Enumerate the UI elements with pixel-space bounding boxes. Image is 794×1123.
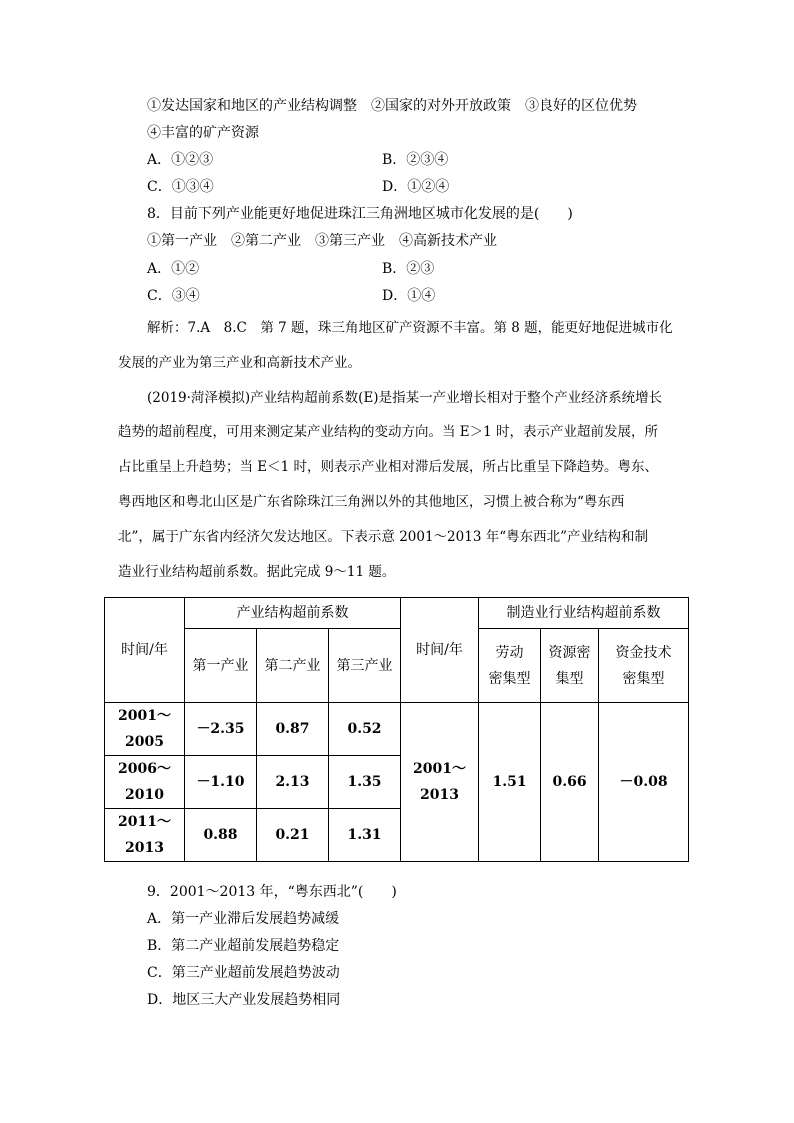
- q9-choice-c: C．第三产业超前发展趋势波动: [147, 965, 340, 981]
- primary-value: 0.88: [185, 809, 257, 862]
- tertiary-value: 1.31: [329, 809, 401, 862]
- q9-choice-b: B．第二产业超前发展趋势稳定: [147, 938, 340, 954]
- manufacturing-structure-header: 制造业行业结构超前系数: [479, 598, 689, 629]
- primary-value: －1.10: [185, 756, 257, 809]
- col-capital-tech-intensive: [599, 629, 689, 703]
- period-cell: [105, 756, 185, 809]
- industry-structure-header: 产业结构超前系数: [185, 598, 401, 629]
- q8-choice-d: D．①④: [382, 288, 436, 304]
- col-tertiary-industry: 第三产业: [329, 629, 401, 703]
- col-resource-line1: 资源密: [548, 644, 591, 661]
- mfg-labor-value: 1.51: [479, 703, 541, 862]
- secondary-value: 0.87: [257, 703, 329, 756]
- passage-line5: 北”，属于广东省内经济欠发达地区。下表示意 2001～2013 年“粤东西北”产业结构和制: [118, 529, 648, 545]
- col-resource-line2: 集型: [555, 670, 584, 687]
- analysis-line1: 解析：7.A 8.C 第 7 题，珠三角地区矿产资源不丰富。第 8 题，能更好地促进城市化: [147, 320, 673, 336]
- passage-line3: 占比重呈上升趋势；当 E＜1 时，则表示产业相对滞后发展，所占比重呈下降趋势。粤东、: [118, 459, 659, 475]
- period-start: 2006～: [118, 761, 171, 777]
- period-cell: [105, 703, 185, 756]
- secondary-value: 2.13: [257, 756, 329, 809]
- secondary-value: 0.21: [257, 809, 329, 862]
- q7-choice-d: D．①②④: [382, 179, 450, 195]
- col-labor-intensive: [479, 629, 541, 703]
- time-header: 时间/年: [105, 598, 185, 703]
- q8-choice-a: A．①②: [147, 261, 200, 277]
- period-end: 2013: [125, 840, 164, 856]
- period-cell: [105, 809, 185, 862]
- q9-choice-a: A．第一产业滞后发展趋势减缓: [147, 911, 340, 927]
- col-primary-industry: 第一产业: [185, 629, 257, 703]
- period-end: 2005: [125, 734, 164, 750]
- primary-value: －2.35: [185, 703, 257, 756]
- mfg-resource-value: 0.66: [541, 703, 599, 862]
- col-capital-line2: 密集型: [622, 670, 665, 687]
- col-labor-line1: 劳动: [495, 644, 524, 661]
- coefficient-table: [104, 597, 689, 862]
- time-header-2: 时间/年: [401, 598, 479, 703]
- q7-choice-b: B．②③④: [382, 152, 449, 168]
- passage-line2: 趋势的超前程度，可用来测定某产业结构的变动方向。当 E＞1 时，表示产业超前发展，所: [118, 424, 659, 440]
- passage-line4: 粤西地区和粤北山区是广东省除珠江三角洲以外的其他地区，习惯上被合称为“粤东西: [118, 494, 625, 510]
- q8-choice-b: B．②③: [382, 261, 435, 277]
- table-row: [105, 703, 689, 756]
- passage-line1: (2019·菏泽模拟)产业结构超前系数(E)是指某一产业增长相对于整个产业经济系统增长: [147, 390, 663, 406]
- q7-options-line2: ④丰富的矿产资源: [147, 125, 259, 141]
- mfg-capital-value: －0.08: [599, 703, 689, 862]
- period-end: 2010: [125, 787, 164, 803]
- q7-choice-a: A．①②③: [147, 152, 214, 168]
- tertiary-value: 1.35: [329, 756, 401, 809]
- q9-stem: 9．2001～2013 年，“粤东西北”( ): [147, 884, 397, 900]
- q8-options: ①第一产业 ②第二产业 ③第三产业 ④高新技术产业: [147, 233, 497, 249]
- col-resource-intensive: [541, 629, 599, 703]
- q8-stem: 8．目前下列产业能更好地促进珠江三角洲地区城市化发展的是( ): [147, 206, 573, 222]
- passage-line6: 造业行业结构超前系数。据此完成 9～11 题。: [118, 564, 396, 580]
- col-capital-line1: 资金技术: [615, 644, 672, 661]
- q7-choice-c: C．①③④: [147, 179, 214, 195]
- period-start: 2001～: [118, 708, 171, 724]
- col-secondary-industry: 第二产业: [257, 629, 329, 703]
- q7-options-line1: ①发达国家和地区的产业结构调整 ②国家的对外开放政策 ③良好的区位优势: [147, 98, 637, 114]
- q8-choice-c: C．③④: [147, 288, 200, 304]
- mfg-period: 2001～2013: [401, 703, 479, 862]
- tertiary-value: 0.52: [329, 703, 401, 756]
- col-labor-line2: 密集型: [488, 670, 531, 687]
- period-start: 2011～: [118, 814, 171, 830]
- q9-choice-d: D．地区三大产业发展趋势相同: [147, 992, 341, 1008]
- analysis-line2: 发展的产业为第三产业和高新技术产业。: [118, 355, 361, 371]
